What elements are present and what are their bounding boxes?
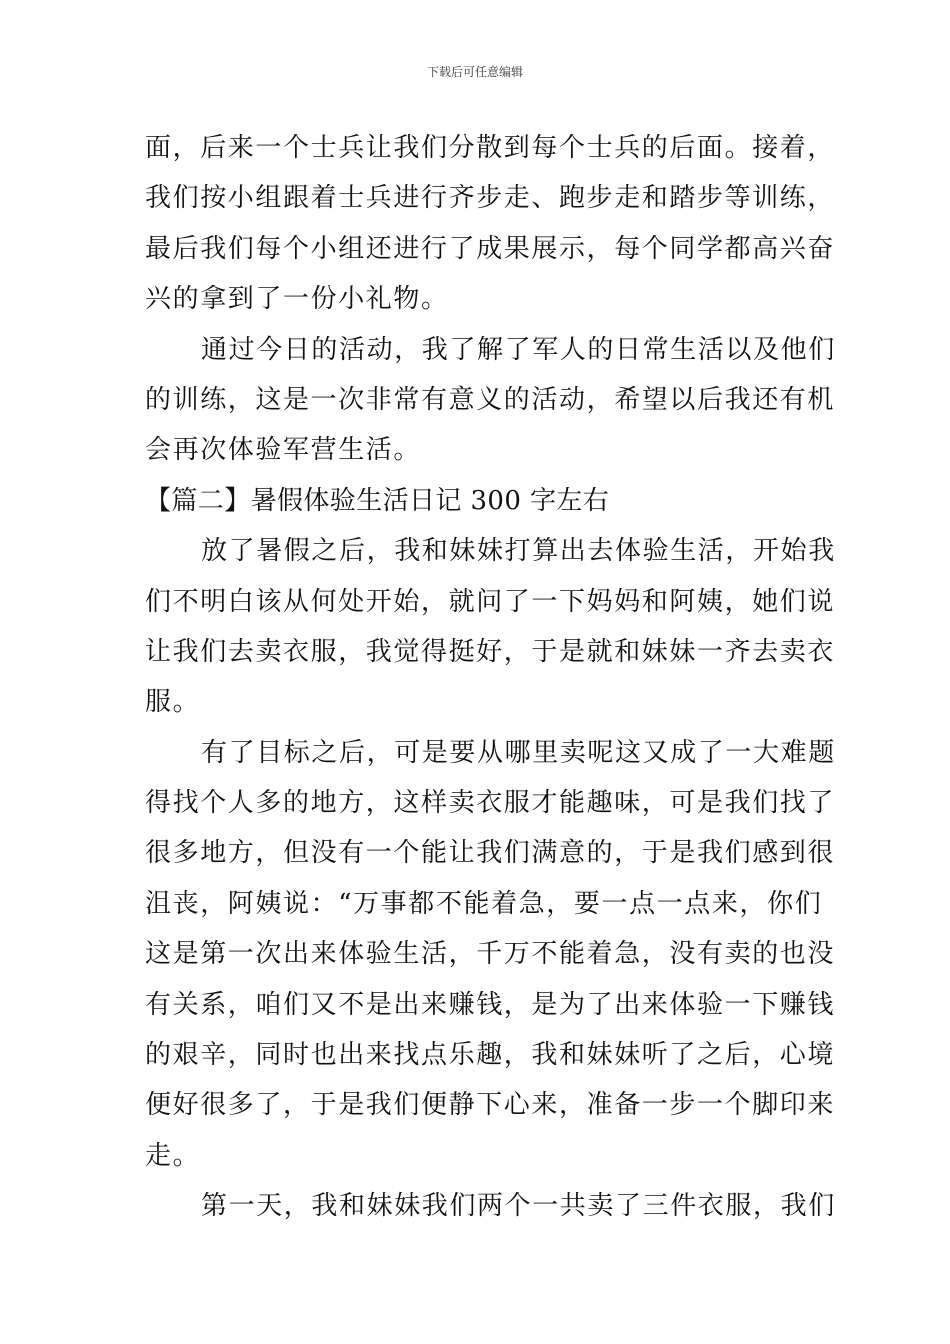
text-line: 我们按小组跟着士兵进行齐步走、跑步走和踏步等训练，	[145, 183, 836, 214]
paragraph-activity-summary	[145, 325, 836, 476]
text-line: 这是第一次出来体验生活，千万不能着急，没有卖的也没	[145, 939, 836, 970]
text-line: 第一天，我和妹妹我们两个一共卖了三件衣服，我们	[201, 1191, 836, 1222]
text-line: 通过今日的活动，我了解了军人的日常生活以及他们	[201, 334, 836, 365]
text-line: 会再次体验军营生活。	[145, 435, 422, 466]
paragraph-summer-plan	[145, 526, 836, 728]
paragraph-military-training	[145, 123, 836, 325]
text-line: 的艰辛，同时也出来找点乐趣，我和妹妹听了之后，心境	[145, 1040, 836, 1071]
text-line: 们不明白该从何处开始，就问了一下妈妈和阿姨，她们说	[145, 586, 836, 617]
text-line: 得找个人多的地方，这样卖衣服才能趣味，可是我们找了	[145, 788, 836, 819]
document-body	[145, 123, 836, 1232]
text-line: 服。	[145, 687, 201, 718]
text-line: 最后我们每个小组还进行了成果展示，每个同学都高兴奋	[145, 233, 836, 264]
text-line: 有关系，咱们又不是出来赚钱，是为了出来体验一下赚钱	[145, 989, 836, 1020]
text-line: 有了目标之后，可是要从哪里卖呢这又成了一大难题	[201, 737, 836, 768]
text-line: 面，后来一个士兵让我们分散到每个士兵的后面。接着，	[145, 133, 836, 163]
page-header-note: 下载后可任意编辑	[426, 65, 523, 79]
text-line: 让我们去卖衣服，我觉得挺好，于是就和妹妹一齐去卖衣	[145, 636, 836, 667]
text-line: 兴的拿到了一份小礼物。	[145, 284, 449, 315]
text-line: 便好很多了，于是我们便静下心来，准备一步一个脚印来	[145, 1090, 836, 1121]
paragraph-finding-place	[145, 728, 836, 1182]
text-line: 放了暑假之后，我和妹妹打算出去体验生活，开始我	[201, 536, 836, 567]
paragraph-first-day	[145, 1181, 836, 1231]
text-line: 的训练，这是一次非常有意义的活动，希望以后我还有机	[145, 384, 836, 415]
section-heading: 【篇二】暑假体验生活日记 300 字左右	[145, 485, 610, 516]
text-line: 沮丧，阿姨说：“万事都不能着急，要一点一点来，你们	[145, 888, 823, 919]
text-line: 很多地方，但没有一个能让我们满意的，于是我们感到很	[145, 838, 836, 869]
text-line: 走。	[145, 1140, 201, 1171]
